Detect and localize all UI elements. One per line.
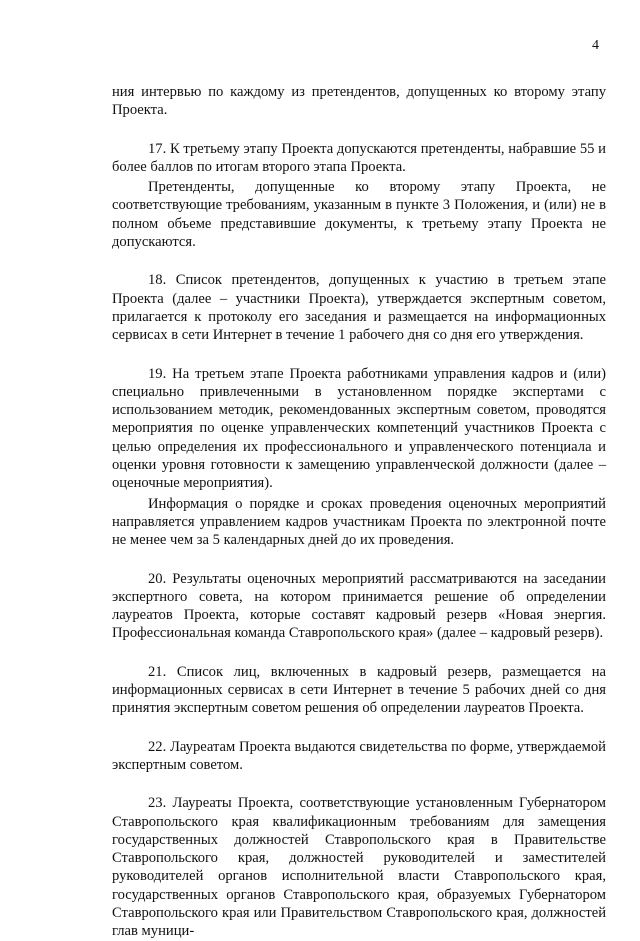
paragraph-22: 22. Лауреатам Проекта выдаются свидетельства по форме, утверждаемой экспертным советом. bbox=[112, 738, 606, 773]
paragraph-21: 21. Список лиц, включенных в кадровый резерв, размещается на информационных сервисах в сети Интернет в течение 5 рабочих дней со дня принятия экспертным советом решения об определении лауреатов Проекта. bbox=[112, 663, 606, 717]
document-body bbox=[112, 83, 606, 941]
paragraph-17-cont: Претенденты, допущенные ко второму этапу Проекта, не соответствующие требованиям, указанным в пункте 3 Положения, и (или) не в полном объеме представившие документы, к третьему этапу Проекта не допускаются. bbox=[112, 179, 606, 251]
paragraph-20: 20. Результаты оценочных мероприятий рассматриваются на заседании экспертного совета, на котором принимается решение об определении лауреатов Проекта, которые составят кадровый резерв «Новая энергия. Профессиональная команда Ставропольского края» (далее – кадровый резерв). bbox=[112, 570, 606, 642]
paragraph-continuation: ния интервью по каждому из претендентов, допущенных ко второму этапу Проекта. bbox=[112, 84, 606, 119]
paragraph-17: 17. К третьему этапу Проекта допускаются претенденты, набравшие 55 и более баллов по итогам второго этапа Проекта. bbox=[112, 140, 606, 175]
paragraph-23: 23. Лауреаты Проекта, соответствующие установленным Губернатором Ставропольского края квалификационным требованиям для замещения государственных должностей Ставропольского края в Правительстве Ставропольского края, должностей руководителей и заместителей руководителей органов исполнительной власти Ставропольского края, государственных органов Ставропольского края, образуемых Губернатором Ставропольского края или Правительством Ставропольского края, должностей глав муници- bbox=[112, 795, 606, 940]
paragraph-19-cont: Информация о порядке и сроках проведения оценочных мероприятий направляется управлением кадров участникам Проекта по электронной почте не менее чем за 5 календарных дней до их проведения. bbox=[112, 495, 606, 549]
paragraph-18: 18. Список претендентов, допущенных к участию в третьем этапе Проекта (далее – участники Проекта), утверждается экспертным советом, прилагается к протоколу его заседания и размещается на информационных сервисах в сети Интернет в течение 1 рабочего дня со дня его утверждения. bbox=[112, 272, 606, 344]
page-number: 4 bbox=[592, 38, 599, 53]
paragraph-19: 19. На третьем этапе Проекта работниками управления кадров и (или) специально привлеченными в установленном порядке экспертами с использованием методик, рекомендованных экспертным советом, проводятся мероприятия по оценке управленческих компетенций участников Проекта с целью определения их профессионального и управленческого потенциала и оценки уровня готовности к замещению управленческой должности (далее – оценочные мероприятия). bbox=[112, 365, 606, 492]
